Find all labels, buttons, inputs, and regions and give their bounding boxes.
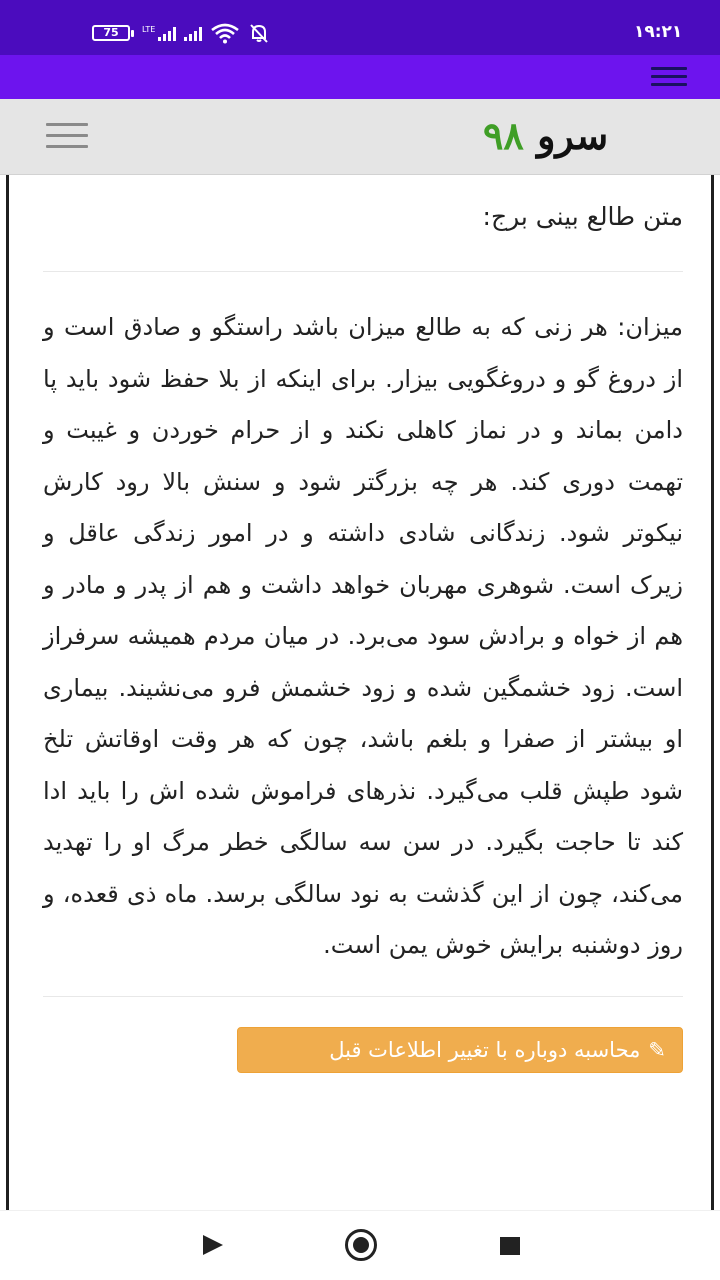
recalculate-button[interactable] [237,1027,683,1073]
status-time: ۱۹:۲۱ [634,22,683,42]
status-bar [0,0,720,55]
home-icon[interactable] [345,1229,377,1261]
logo-word: سرو [537,113,609,158]
pencil-icon: ✎ [648,1037,666,1062]
hamburger-menu-icon[interactable] [651,67,687,87]
site-logo[interactable] [483,113,608,158]
app-bar [0,55,720,99]
article-subheading: متن طالع بینی برج: [482,202,683,231]
battery-level: 75 [92,25,130,41]
mute-icon [248,22,270,44]
battery-icon [92,25,134,41]
divider [43,271,683,272]
signal-icon [142,25,176,41]
site-menu-icon[interactable] [46,123,88,149]
network-type: LTE [142,25,156,34]
horoscope-text: میزان: هر زنی که به طالع میزان باشد راستگو و صادق است و از دروغ گو و دروغگویی بیزار. برای اینکه از بلا حفظ شود باید پا دامن بماند و در نماز کاهلی نکند و از حرام خوردن و غیبت و تهمت دوری کند. هر چه بزرگتر شود و سنش بالا رود کارش نیکوتر شود. زندگانی شادی داشته و در امور زندگی عاقل و زیرک است. شوهری مهربان خواهد داشت و هم از پدر و مادر و هم از خواه و برادش سود می‌برد. در میان مردم همیشه سرفراز است. زود خشمگین شده و زود خشمش فرو می‌نشیند. بیماری او بیشتر از صفرا و بلغم باشد، چون که هر وقت اوقاتش تلخ شود طپش قلب می‌گیرد. نذرهای فراموش شده اش را باید ادا کند تا حاجت بگیرد. در سن سه سالگی خطر مرگ او را تهدید می‌کند، چون از این گذشت به نود سالگی برسد. ماه ذی قعده، و روز دوشنبه برایش خوش یمن است. [43,313,683,959]
wifi-icon [210,22,240,44]
logo-number: ۹۸ [483,113,524,158]
system-nav-bar [0,1210,720,1280]
recalculate-button-label: محاسبه دوباره با تغییر اطلاعات قبل [329,1037,641,1062]
site-header [0,99,720,175]
article-content [43,175,683,1073]
article-panel [6,175,714,1210]
recent-apps-icon[interactable] [500,1237,520,1255]
divider [43,996,683,997]
status-icons [92,20,270,46]
back-icon[interactable] [203,1235,223,1255]
signal-icon-secondary [184,25,202,41]
